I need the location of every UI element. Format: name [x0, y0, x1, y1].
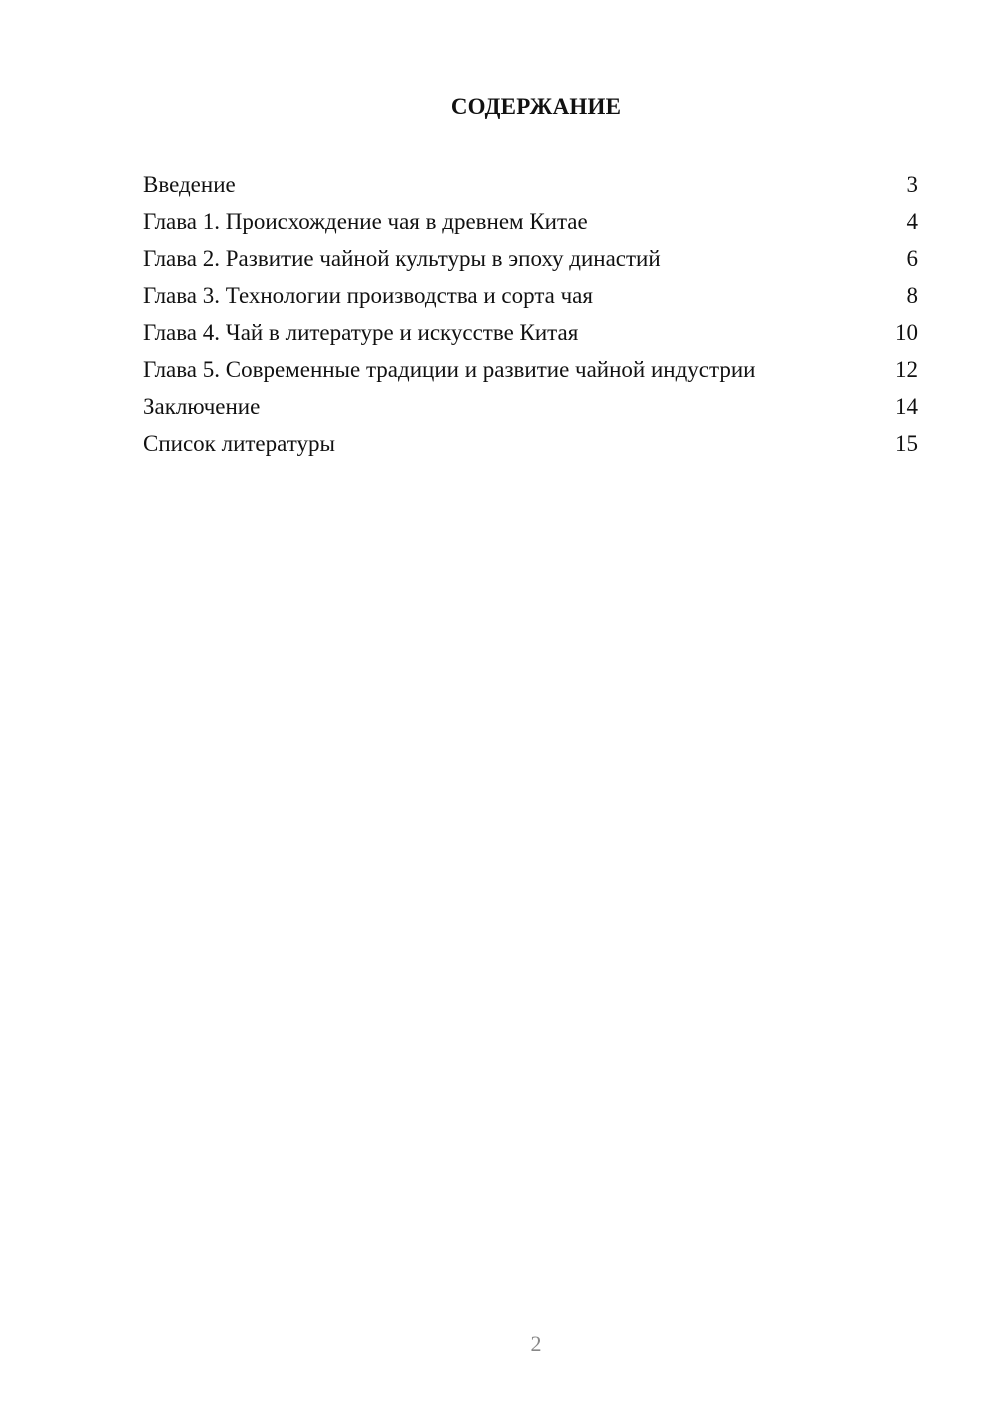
- toc-entry-conclusion[interactable]: [143, 390, 918, 427]
- toc-entry-page: 10: [895, 320, 918, 345]
- toc-entry-page: 8: [906, 283, 918, 308]
- toc-entry-title: Глава 3. Технологии производства и сорта чая: [143, 283, 593, 308]
- toc-entry-title: Глава 2. Развитие чайной культуры в эпоху династий: [143, 246, 661, 271]
- toc-entry-title: Глава 4. Чай в литературе и искусстве Китая: [143, 320, 579, 345]
- page-number: 2: [530, 1331, 542, 1356]
- toc-entry-page: 15: [895, 431, 918, 456]
- toc-entry-introduction[interactable]: [143, 168, 918, 205]
- toc-entry-page: 12: [895, 357, 918, 382]
- toc-entry-page: 14: [895, 394, 918, 419]
- page-title: СОДЕРЖАНИЕ: [450, 94, 622, 119]
- toc-entry-chapter-1[interactable]: [143, 205, 918, 242]
- toc-entry-title: Список литературы: [143, 431, 335, 456]
- toc-entry-title: Введение: [143, 172, 236, 197]
- toc-entry-chapter-2[interactable]: [143, 242, 918, 279]
- table-of-contents: [143, 168, 918, 464]
- toc-entry-bibliography[interactable]: [143, 427, 918, 464]
- toc-entry-page: 4: [906, 209, 918, 234]
- toc-entry-page: 3: [906, 172, 918, 197]
- toc-entry-chapter-4[interactable]: [143, 316, 918, 353]
- toc-entry-page: 6: [906, 246, 918, 271]
- toc-entry-title: Глава 5. Современные традиции и развитие чайной индустрии: [143, 357, 756, 382]
- toc-entry-chapter-3[interactable]: [143, 279, 918, 316]
- toc-entry-title: Глава 1. Происхождение чая в древнем Китае: [143, 209, 588, 234]
- toc-entry-chapter-5[interactable]: [143, 353, 918, 390]
- toc-entry-title: Заключение: [143, 394, 261, 419]
